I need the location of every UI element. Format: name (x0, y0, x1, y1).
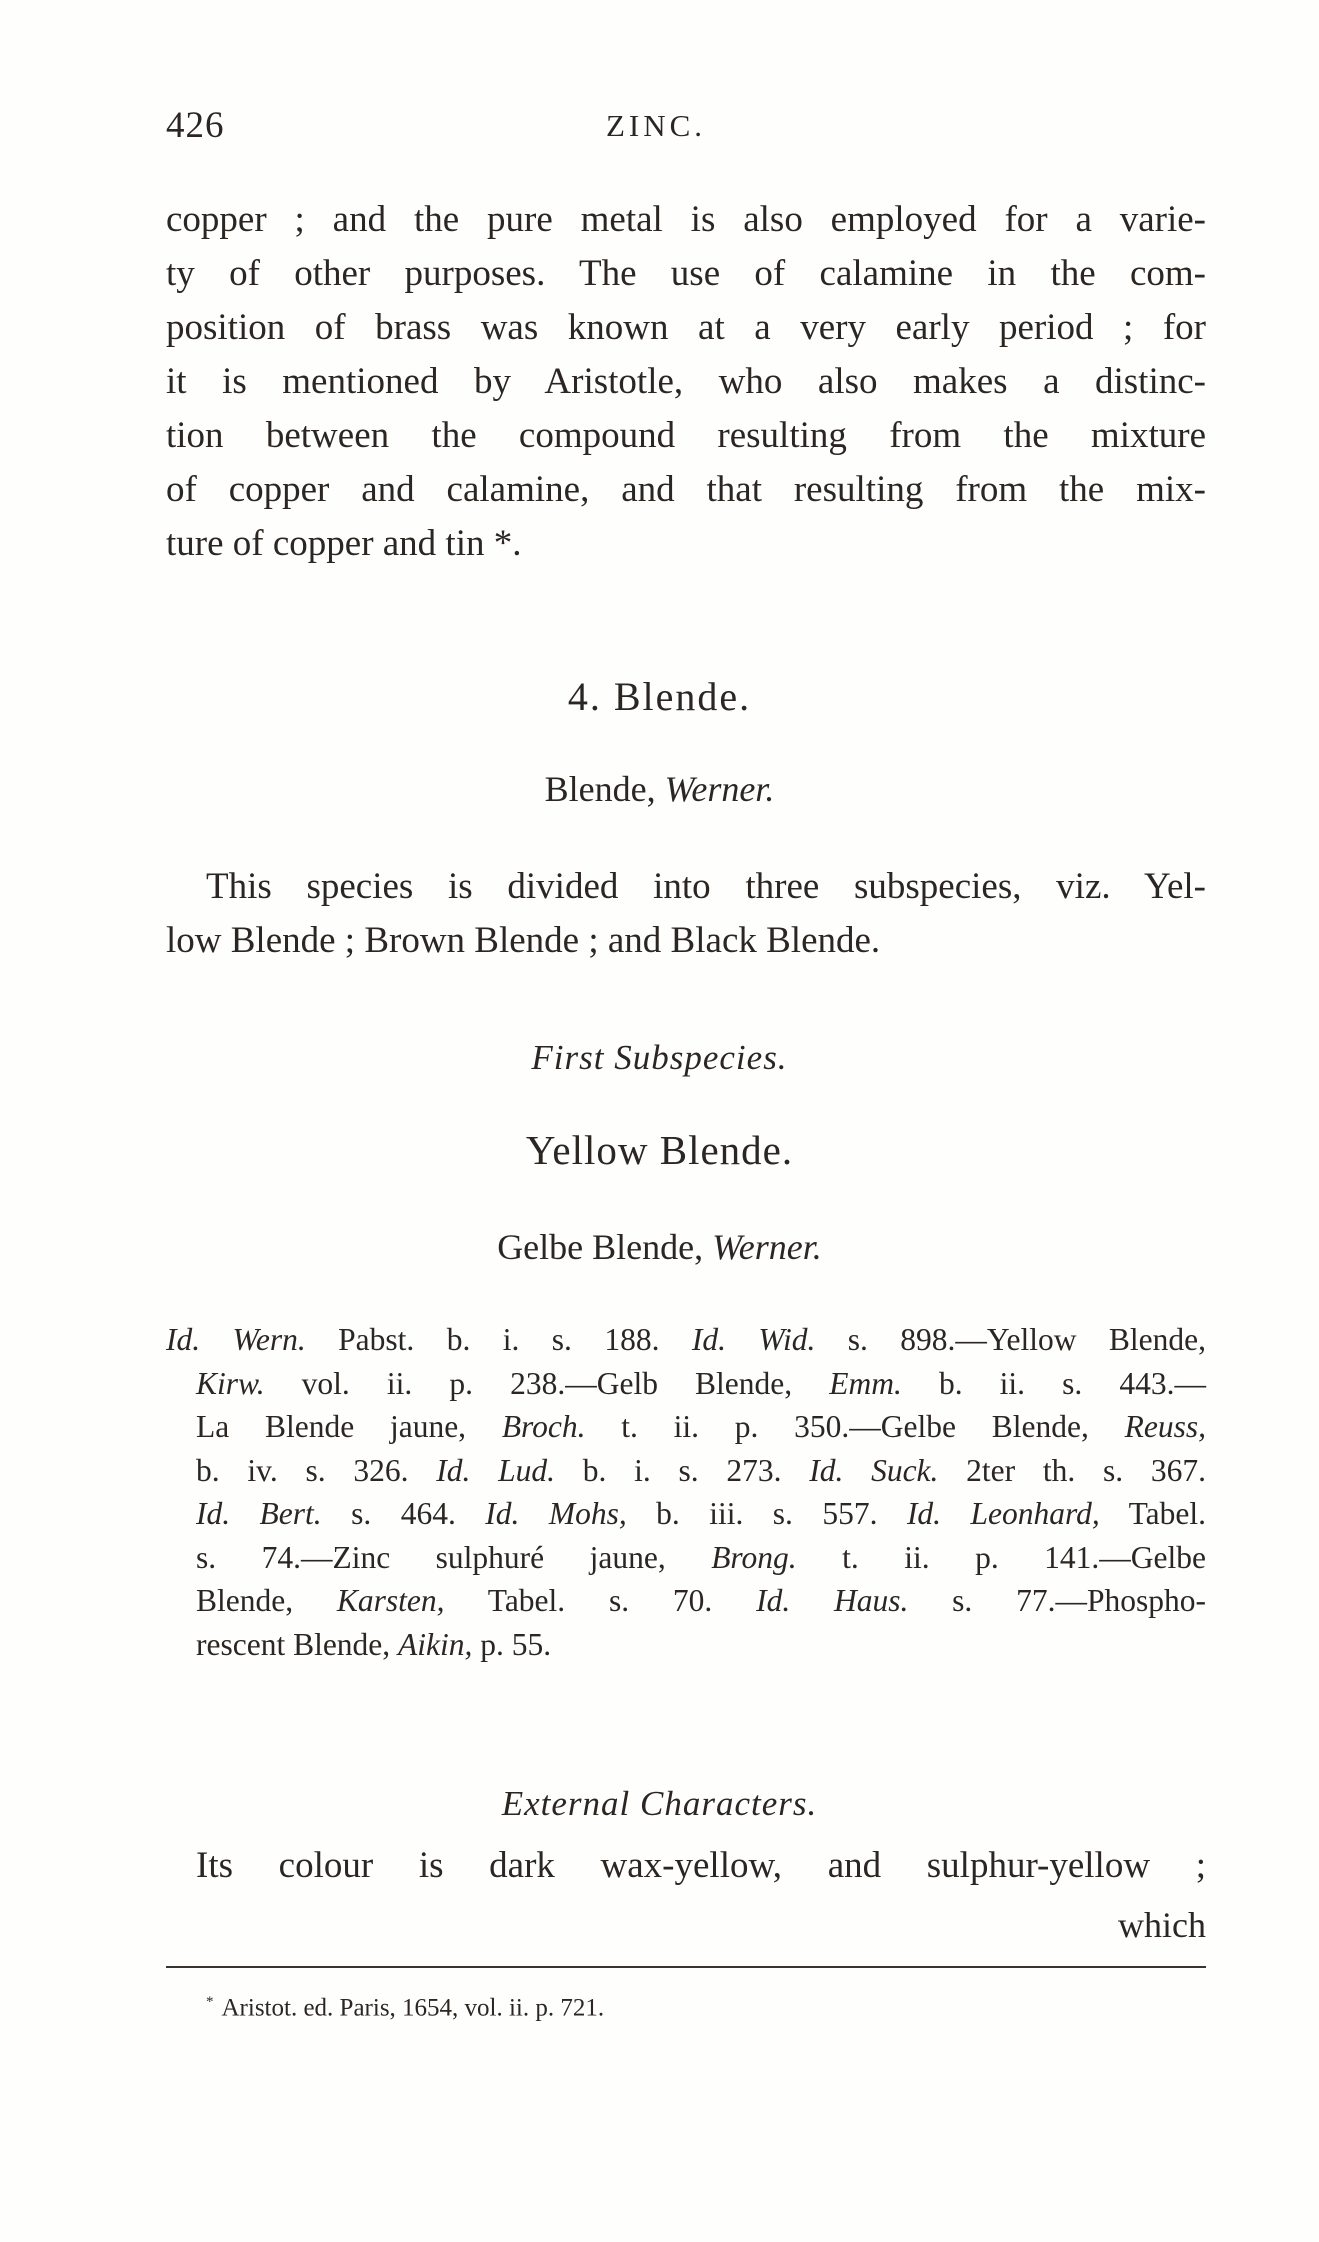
footnote-text: Aristot. ed. Paris, 1654, vol. ii. p. 721. (221, 1994, 605, 2022)
running-title: ZINC. (605, 108, 707, 143)
reference-line: s. 74.—Zinc sulphuré jaune, Brong. t. ii. p. 141.—Gelbe (196, 1539, 1206, 1575)
external-characters-text (196, 1840, 1206, 1892)
subspecies-name: Yellow Blende. (525, 1127, 794, 1173)
subspecies-label: First Subspecies. (531, 1038, 788, 1077)
paragraph-line: of copper and calamine, and that resulting from the mix- (166, 469, 1206, 510)
running-head (166, 104, 1206, 154)
page-number: 426 (166, 105, 225, 146)
intro-paragraph (166, 193, 1206, 571)
footnote (206, 1994, 604, 2022)
description-line: This species is divided into three subspecies, viz. Yel- (206, 866, 1206, 907)
reference-line: Id. Wern. Pabst. b. i. s. 188. Id. Wid. s. 898.—Yellow Blende, (166, 1322, 1207, 1357)
paragraph-line: copper ; and the pure metal is also employed for a varie- (166, 199, 1206, 240)
synonym-authority: Werner. (712, 1227, 822, 1267)
species-heading: 4. Blende. (567, 674, 752, 719)
reference-line: La Blende jaune, Broch. t. ii. p. 350.—Gelbe Blende, Reuss, (196, 1409, 1206, 1444)
synonym-name: Blende, (544, 769, 665, 809)
paragraph-line: position of brass was known at a very early period ; for (166, 307, 1206, 348)
paragraph-line: ty of other purposes. The use of calamine in the com- (166, 253, 1206, 294)
footnote-mark: * (206, 1994, 214, 2010)
external-characters-label: External Characters. (501, 1784, 818, 1823)
catchword: which (1118, 1905, 1206, 1945)
synonym-authority: Werner. (664, 769, 775, 809)
reference-line: Kirw. vol. ii. p. 238.—Gelb Blende, Emm. b. ii. s. 443.— (196, 1365, 1206, 1401)
paragraph-line: ture of copper and tin *. (166, 523, 522, 564)
paragraph-line: tion between the compound resulting from the mixture (166, 415, 1206, 456)
reference-line: Id. Bert. s. 464. Id. Mohs, b. iii. s. 557. Id. Leonhard, Tabel. (196, 1496, 1206, 1531)
reference-line: rescent Blende, Aikin, p. 55. (196, 1626, 552, 1662)
references-block (166, 1318, 1206, 1666)
footnote-rule (166, 1966, 1206, 1968)
reference-line: Blende, Karsten, Tabel. s. 70. Id. Haus. s. 77.—Phospho- (196, 1583, 1206, 1618)
species-synonym (0, 768, 1319, 810)
paragraph-line: it is mentioned by Aristotle, who also makes a distinc- (166, 361, 1206, 402)
subspecies-synonym (0, 1226, 1319, 1268)
characters-line: Its colour is dark wax-yellow, and sulphur-yellow ; (196, 1845, 1206, 1886)
species-description (166, 860, 1206, 968)
description-line: low Blende ; Brown Blende ; and Black Blende. (166, 920, 881, 961)
reference-line: b. iv. s. 326. Id. Lud. b. i. s. 273. Id. Suck. 2ter th. s. 367. (196, 1452, 1207, 1488)
synonym-name: Gelbe Blende, (497, 1227, 713, 1267)
